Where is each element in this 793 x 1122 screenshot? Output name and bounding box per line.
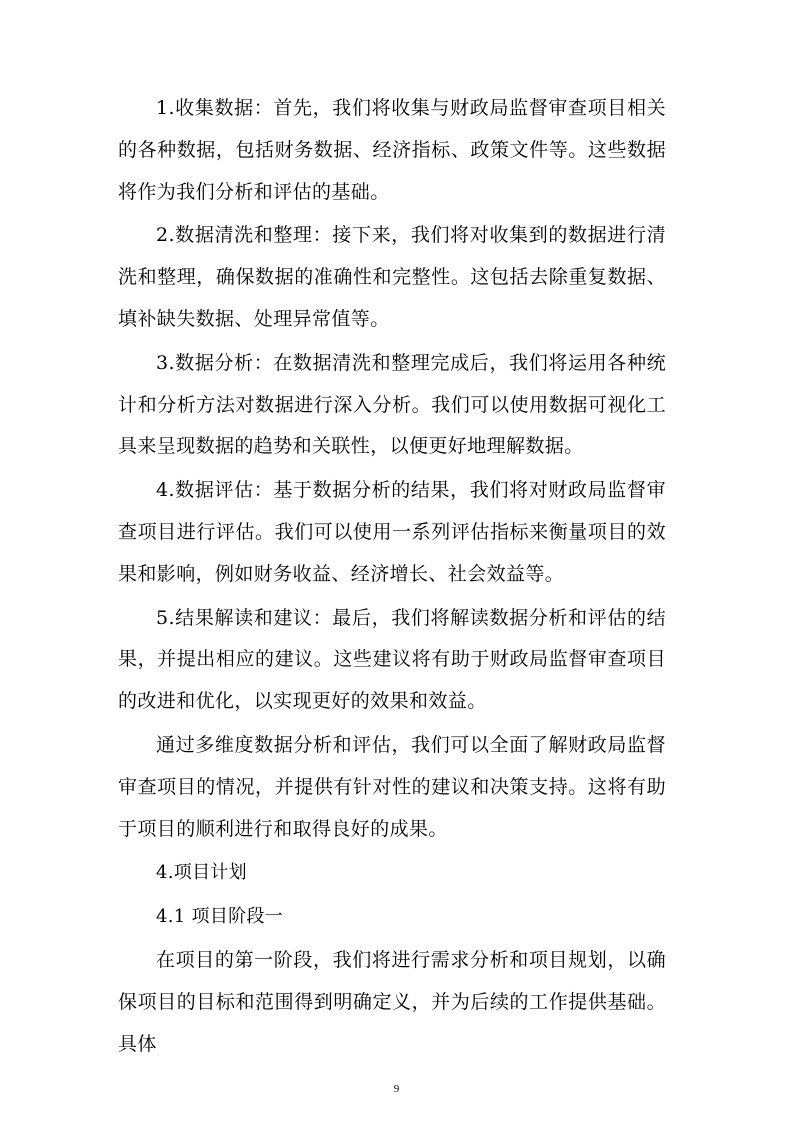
paragraph-phase-one: 在项目的第一阶段，我们将进行需求分析和项目规划，以确保项目的目标和范围得到明确定义，并为后续的工作提供基础。具体: [118, 948, 666, 1055]
paragraph-summary: 通过多维度数据分析和评估，我们可以全面了解财政局监督审查项目的情况，并提供有针对性的建议和决策支持。这将有助于项目的顺利进行和取得良好的成果。: [118, 733, 666, 840]
page-number: 9: [393, 1083, 400, 1095]
paragraph-data-cleaning: 2.数据清洗和整理：接下来，我们将对收集到的数据进行清洗和整理，确保数据的准确性和完整性。这包括去除重复数据、填补缺失数据、处理异常值等。: [118, 224, 666, 330]
document-body: [118, 88, 666, 1067]
paragraph-collect-data: 1.收集数据：首先，我们将收集与财政局监督审查项目相关的各种数据，包括财务数据、经济指标、政策文件等。这些数据将作为我们分析和评估的基础。: [118, 97, 666, 203]
paragraph-data-analysis: 3.数据分析：在数据清洗和整理完成后，我们将运用各种统计和分析方法对数据进行深入分析。我们可以使用数据可视化工具来呈现数据的趋势和关联性，以便更好地理解数据。: [118, 351, 666, 458]
section-heading: 4.项目计划: [156, 862, 247, 884]
subsection-heading: 4.1 项目阶段一: [156, 906, 284, 928]
paragraph-data-evaluation: 4.数据评估：基于数据分析的结果，我们将对财政局监督审查项目进行评估。我们可以使用一系列评估指标来衡量项目的效果和影响，例如财务收益、经济增长、社会效益等。: [118, 479, 666, 585]
paragraph-results-advice: 5.结果解读和建议：最后，我们将解读数据分析和评估的结果，并提出相应的建议。这些建议将有助于财政局监督审查项目的改进和优化，以实现更好的效果和效益。: [118, 606, 666, 713]
